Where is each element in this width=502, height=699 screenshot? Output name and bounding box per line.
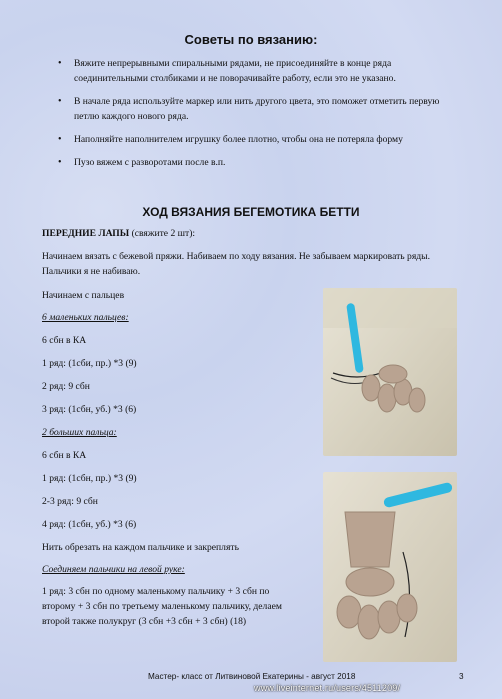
tip-item: • Наполняйте наполнителем игрушку более плотно, чтобы она не потеряла форму	[58, 132, 458, 147]
tips-title: Советы по вязанию:	[184, 32, 318, 47]
main-title: ХОД ВЯЗАНИЯ БЕГЕМОТИКА БЕТТИ	[142, 205, 360, 219]
small-row: 2 ряд: 9 сбн	[42, 381, 90, 392]
big-row: 2-3 ряд: 9 сбн	[42, 496, 98, 507]
tip-item: • В начале ряда используйте маркер или нить другого цвета, это поможет отметить первую петлю каждого нового ряда.	[58, 94, 458, 124]
tip-item: • Пузо вяжем с разворотами после в.п.	[58, 155, 458, 170]
small-fingers-heading: 6 маленьких пальцев:	[42, 312, 129, 323]
big-row: 4 ряд: (1сбн, уб.) *3 (6)	[42, 519, 137, 530]
intro-text: Начинаем вязать с бежевой пряжи. Набиваем по ходу вязания. Не забываем маркировать ряды. Пальчики я не набиваю.	[42, 251, 430, 277]
small-row: 6 сбн в КА	[42, 335, 87, 346]
tip-item: • Вяжите непрерывными спиральными рядами, не присоединяйте в конце ряда соединительными столбиками и не поворачивайте работу, если это не указано.	[58, 56, 458, 86]
section-heading: ПЕРЕДНИЕ ЛАПЫ (свяжите 2 шт):	[42, 228, 196, 239]
small-row: 3 ряд: (1сбн, уб.) *3 (6)	[42, 404, 137, 415]
footer-text: Мастер- класс от Литвиновой Екатерины - август 2018	[148, 672, 356, 681]
big-row: 6 сбн в КА	[42, 450, 87, 461]
photo-small-fingers	[323, 288, 457, 456]
page-number: 3	[459, 672, 464, 681]
small-row: 1 ряд: (1сби, пр.) *3 (9)	[42, 358, 137, 369]
big-fingers-heading: 2 больших пальца:	[42, 427, 117, 438]
watermark: www.liveinternet.ru/users/4511209/	[254, 683, 401, 693]
start-text: Начинаем с пальцев	[42, 290, 125, 301]
photo-joined-fingers	[323, 472, 457, 662]
big-row: 1 ряд: (1сбн, пр.) *3 (9)	[42, 473, 137, 484]
cut-note: Нить обрезать на каждом пальчике и закреплять	[42, 542, 239, 553]
photo-small-fingers-image	[323, 288, 457, 456]
join-heading: Соединяем пальчики на левой руке:	[42, 564, 185, 575]
tips-list	[58, 56, 458, 178]
photo-joined-fingers-image	[323, 472, 457, 662]
join-row: 1 ряд: 3 сбн по одному маленькому пальчику + 3 сбн по второму + 3 сбн по третьему маленькому пальчику, делаем второй также полукруг (3 сбн +3 сбн + 3 сбн) (18)	[42, 586, 282, 627]
